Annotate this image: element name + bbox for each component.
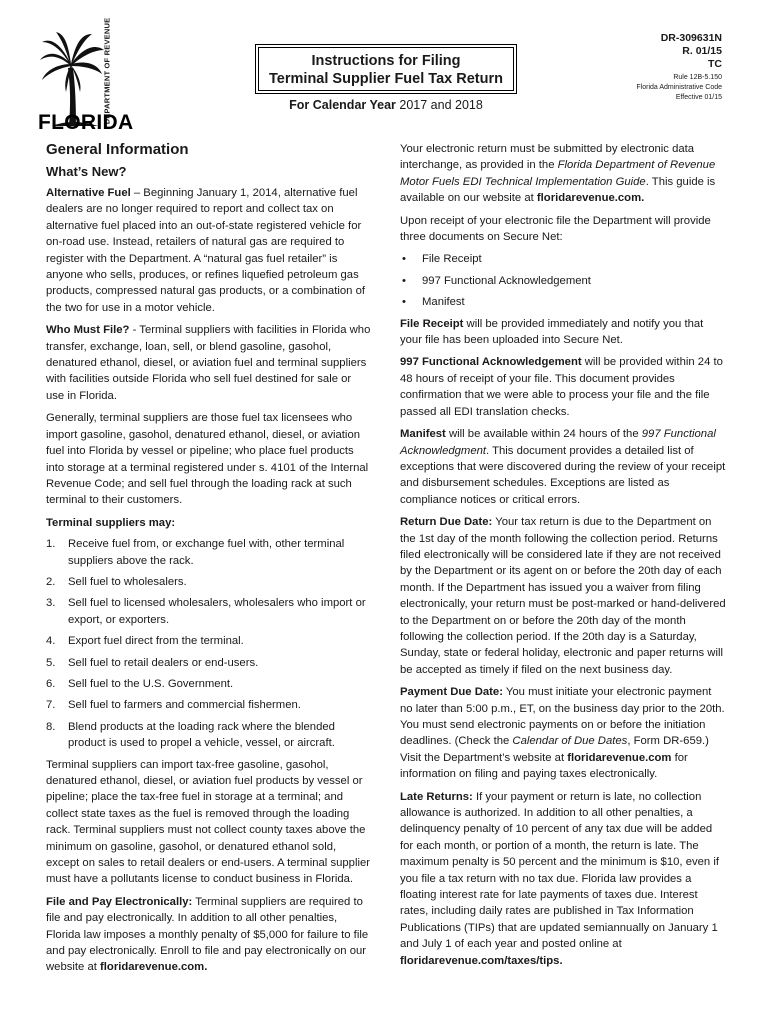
list-item: 8. Blend products at the loading rack where the blended product is used to propel a vehicle, vessel, or aircraft. bbox=[46, 720, 335, 750]
florida-wordmark: FLORIDA bbox=[38, 111, 134, 134]
list-item: 1. Receive fuel from, or exchange fuel with, other terminal suppliers above the rack. bbox=[46, 538, 345, 567]
terminal-suppliers-list bbox=[46, 536, 372, 751]
floridarevenue-link[interactable]: floridarevenue.com. bbox=[100, 961, 208, 974]
file-receipt-paragraph: File Receipt will be provided immediately and notify you that your file has been uploaded into Secure Net. bbox=[400, 317, 704, 347]
calendar-year-subtitle: For Calendar Year 2017 and 2018 bbox=[289, 98, 483, 112]
who-must-file-paragraph: Who Must File? - Terminal suppliers with facilities in Florida who transfer, exchange, loan, sell, or blend gasoline, gasohol, denatured ethanol, diesel, or aviation fuel and terminal suppliers with facilities outside Florida who sell fuel destined for sale or use in Florida. bbox=[46, 324, 371, 402]
whats-new-heading: What’s New? bbox=[46, 164, 127, 179]
file-and-pay-paragraph: File and Pay Electronically: Terminal suppliers are required to file and pay electronically. In addition to all other penalties, Florida law imposes a monthly penalty of $5,000 for failure to file and pay electronically. Enroll to file and pay electronically on our website at floridarevenue.com. bbox=[46, 895, 369, 974]
right-column bbox=[400, 141, 726, 975]
list-item: • 997 Functional Acknowledgement bbox=[402, 274, 591, 287]
upon-receipt-paragraph: Upon receipt of your electronic file the Department will provide three documents on Secure Net: bbox=[400, 214, 711, 244]
tax-free-paragraph: Terminal suppliers can import tax-free gasoline, gasohol, denatured ethanol, diesel, or aviation fuel products by vessel or pipeline; place the tax-free fuel in storage at a terminal; and collect state taxes as the fuel is removed through the loading rack. Terminal suppliers must not collect county taxes above the minimum on gasoline, gasohol, or denatured ethanol sold, except on sales to retail dealers or end-users. A terminal supplier must have a pollutants license to conduct business in Florida. bbox=[46, 758, 371, 886]
alternative-fuel-paragraph: Alternative Fuel – Beginning January 1, 2014, alternative fuel dealers are no longer required to report and collect tax on alternative fuel placed into an out-of-state registered vehicle for on-road use. Instead, retailers of natural gas are required to register with the Department. A “natural gas fuel retailer” is anyone who sells, produces, or refines liquefied petroleum gas products, compressed natural gas products, or a combination of the two for use in a motor vehicle. bbox=[46, 187, 365, 314]
title-box bbox=[255, 44, 517, 94]
tips-link[interactable]: floridarevenue.com/taxes/tips. bbox=[400, 954, 563, 967]
secure-net-documents-list bbox=[400, 251, 726, 310]
late-returns-paragraph: Late Returns: If your payment or return is late, no collection allowance is authorized. In addition to all other penalties, a delinquency penalty of 10 percent of any tax due will be added for each month, or portion of a month, the return is late. The maximum penalty is 50 percent and the minimum is $10, even if you file a tax return with no tax due. Florida law provides a floating interest rate for late payments of taxes due. Interest rates, including daily rates are published in Tax Information Publications (TIPs) that are updated semiannually on January 1 and July 1 of each year and posted online at floridarevenue.com/taxes/tips. bbox=[400, 790, 719, 967]
manifest-paragraph: Manifest will be available within 24 hours of the 997 Functional Acknowledgment. This document provides a detailed list of exceptions that were discovered during the review of your receipt and disbursement schedules. Exceptions are listed as compliance notices or critical errors. bbox=[400, 428, 726, 506]
return-due-date-paragraph: Return Due Date: Your tax return is due to the Department on the 1st day of the month following the collection period. Returns filed electronically will be considered late if they are not received by the Department or its agent on or before the 20th day of each month. If the Department has issued you a waiver from filing electronically, your return must be post-marked or hand-delivered to the Department on or before the 20th day of the month following the collection period. If the 20th day is a Saturday, Sunday, state or federal holiday, electronic and paper returns will be accepted as timely if filed on the next business day. bbox=[400, 516, 726, 676]
form-number: DR-309631N bbox=[660, 32, 722, 44]
list-item: 3. Sell fuel to licensed wholesalers, wholesalers who import or export, or exporters. bbox=[46, 597, 366, 626]
form-tc: TC bbox=[708, 58, 722, 70]
effective-date: Effective 01/15 bbox=[675, 94, 722, 101]
general-information-heading: General Information bbox=[46, 141, 189, 158]
floridarevenue-link[interactable]: floridarevenue.com bbox=[567, 751, 672, 764]
department-of-revenue-vertical: DEPARTMENT OF REVENUE bbox=[102, 17, 112, 125]
form-revision: R. 01/15 bbox=[682, 45, 722, 57]
list-item: • Manifest bbox=[402, 296, 465, 309]
functional-ack-paragraph: 997 Functional Acknowledgement will be provided within 24 to 48 hours of receipt of your file. This document provides confirmation that we were able to process your file and the file passed all EDI translation checks. bbox=[400, 356, 723, 418]
list-item: 2. Sell fuel to wholesalers. bbox=[46, 575, 187, 588]
title-line-1: Instructions for Filing bbox=[311, 53, 461, 69]
rule-number: Rule 12B-5.150 bbox=[673, 74, 722, 81]
list-item: 4. Export fuel direct from the terminal. bbox=[46, 635, 244, 648]
admin-code: Florida Administrative Code bbox=[636, 84, 722, 91]
floridarevenue-link[interactable]: floridarevenue.com. bbox=[536, 192, 645, 205]
generally-paragraph: Generally, terminal suppliers are those fuel tax licensees who import gasoline, gasohol, denatured ethanol, diesel, or aviation fuel into Florida by vessel or pipeline; who place fuel products into storage at a terminal registered under s. 4101 of the Internal Revenue Code; and sell fuel through the loading rack at such terminal to their customers. bbox=[46, 412, 369, 507]
list-item: 5. Sell fuel to retail dealers or end-users. bbox=[46, 656, 259, 669]
edi-paragraph: Your electronic return must be submitted by electronic data interchange, as provided in the Florida Department of Revenue Motor Fuels EDI Technical Implementation Guide. This guide is available on our website at floridarevenue.com. bbox=[400, 143, 716, 205]
payment-due-date-paragraph: Payment Due Date: You must initiate your electronic payment no later than 5:00 p.m., ET, on the business day prior to the 20th. You must send electronic payments on or before the initiation deadlines. (Check the Calendar of Due Dates, Form DR-659.) Visit the Department’s website at floridarevenue.com for information on filing and paying taxes electronically. bbox=[400, 686, 725, 781]
rule-block bbox=[636, 73, 722, 103]
title-line-2: Terminal Supplier Fuel Tax Return bbox=[269, 71, 503, 87]
list-item: • File Receipt bbox=[402, 253, 482, 266]
form-id-block bbox=[661, 32, 722, 71]
list-item: 7. Sell fuel to farmers and commercial fishermen. bbox=[46, 699, 301, 712]
list-item: 6. Sell fuel to the U.S. Government. bbox=[46, 677, 234, 690]
terminal-suppliers-may-heading: Terminal suppliers may: bbox=[46, 516, 176, 529]
left-column bbox=[46, 141, 372, 982]
